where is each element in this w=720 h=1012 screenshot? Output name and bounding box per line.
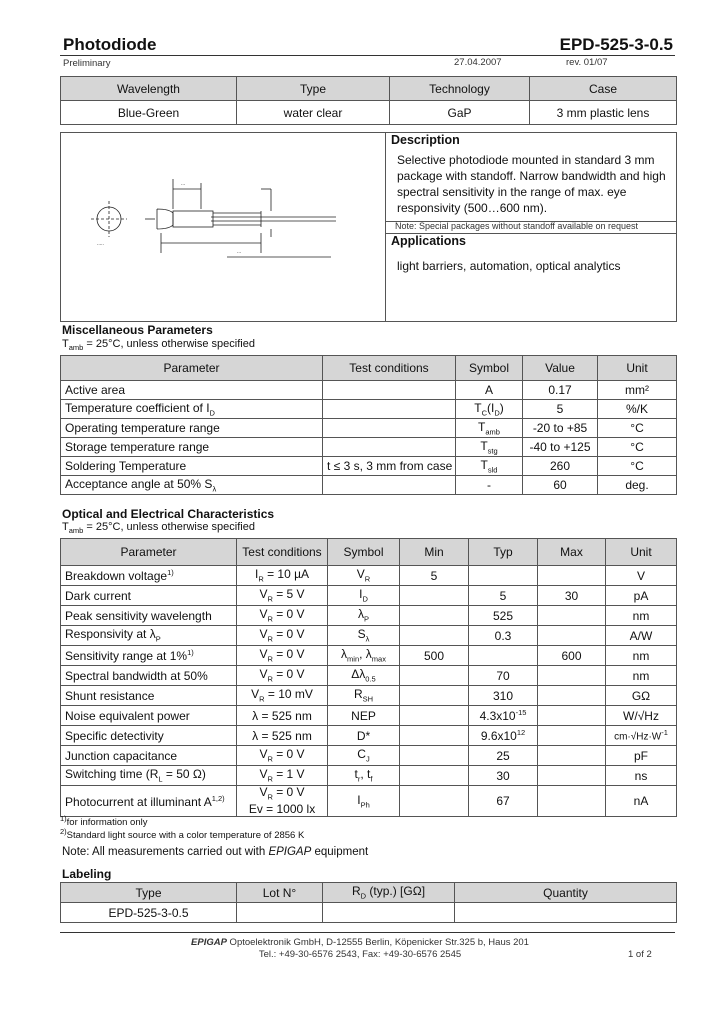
measurement-note: Note: All measurements carried out with EPIGAP equipment — [62, 846, 369, 858]
table-row: Peak sensitivity wavelength $V_R = 0$ V $\lambda_P$ 525 nm — [61, 606, 677, 626]
summary-header: Case — [530, 77, 677, 101]
table-row: EPD-525-3-0.5 — [61, 903, 677, 923]
labeling-header: Lot N° — [237, 883, 323, 903]
optical-condition: $T_{amb} = 25^\circ C$, unless otherwise specified — [62, 521, 255, 536]
optical-table — [60, 538, 677, 817]
table-row: Shunt resistance $V_R = 10$ mV $R_{SH}$ 310 GΩ — [61, 686, 677, 706]
table-row: Responsivity at $\lambda_P$ $V_R = 0$ V $S_\lambda$ 0.3 A/W — [61, 626, 677, 646]
package-drawing — [61, 133, 381, 321]
applications-text: light barriers, automation, optical analytics — [397, 259, 621, 273]
svg-text:.....: ..... — [97, 241, 104, 247]
table-row: Breakdown voltage$^{1)}$ $I_R = 10$ µA $V_R$ 5 V — [61, 566, 677, 586]
optical-header: Max — [538, 539, 606, 566]
summary-header: Technology — [390, 77, 530, 101]
svg-text:...: ... — [237, 249, 242, 255]
table-row: Temperature coefficient of $I_D$ $T_C(I_D)$ 5 %/K — [61, 400, 677, 419]
misc-condition: $T_{amb} = 25^\circ C$, unless otherwise specified — [62, 338, 255, 353]
page-title: Photodiode — [63, 35, 157, 54]
part-number: EPD-525-3-0.5 — [559, 35, 673, 54]
misc-header: Value — [523, 356, 598, 381]
summary-header: Wavelength — [61, 77, 237, 101]
summary-table — [60, 76, 677, 125]
labeling-header: $R_D$ (typ.) [GΩ] — [323, 883, 455, 903]
labeling-table — [60, 882, 677, 923]
table-row: Active area A 0.17 mm² — [61, 381, 677, 400]
optical-header: Test conditions — [237, 539, 328, 566]
page-number: 1 of 2 — [628, 949, 652, 960]
summary-value: Blue-Green — [61, 101, 237, 125]
footer-divider — [60, 932, 675, 933]
labeling-heading: Labeling — [62, 867, 112, 881]
table-row: Noise equivalent power λ = 525 nm NEP $4.3x10^{-15}$ W/√Hz — [61, 706, 677, 726]
misc-header: Test conditions — [323, 356, 456, 381]
description-text: Selective photodiode mounted in standard 3 mm package with standoff. Narrow bandwidth and high spectral sensitivity in the range of max. eye responsivity (500…600 nm). — [397, 153, 666, 215]
status-label: Preliminary — [63, 58, 111, 69]
optical-heading: Optical and Electrical Characteristics — [62, 507, 275, 521]
labeling-header: Type — [61, 883, 237, 903]
table-row: Soldering Temperature t ≤ 3 s, 3 mm from case $T_{sld}$ 260 °C — [61, 457, 677, 476]
description-note: Note: Special packages without standoff available on request — [395, 221, 638, 231]
table-row: Operating temperature range $T_{amb}$ -20 to +85 °C — [61, 419, 677, 438]
optical-header: Parameter — [61, 539, 237, 566]
misc-header: Unit — [598, 356, 677, 381]
description-box — [60, 132, 677, 322]
applications-heading: Applications — [391, 234, 467, 248]
optical-header: Min — [400, 539, 469, 566]
table-row: Storage temperature range $T_{stg}$ -40 to +125 °C — [61, 438, 677, 457]
optical-header: Symbol — [328, 539, 400, 566]
svg-text:...: ... — [181, 181, 186, 187]
misc-heading: Miscellaneous Parameters — [62, 323, 213, 337]
date-label: 27.04.2007 — [454, 57, 502, 68]
revision-label: rev. 01/07 — [566, 57, 608, 68]
footer-address: EPIGAP Optoelektronik GmbH, D-12555 Berlin, Köpenicker Str.325 b, Haus 201 — [191, 937, 529, 948]
summary-value: GaP — [390, 101, 530, 125]
footnote-1: $^{1)}$for information only — [60, 814, 148, 829]
table-row: Junction capacitance $V_R = 0$ V $C_J$ 25 pF — [61, 746, 677, 766]
optical-header: Typ — [469, 539, 538, 566]
table-row: Acceptance angle at 50% $S_\lambda$ - 60 deg. — [61, 476, 677, 495]
misc-header: Symbol — [456, 356, 523, 381]
optical-header: Unit — [606, 539, 677, 566]
header-divider — [60, 55, 675, 56]
footer-contact: Tel.: +49-30-6576 2543, Fax: +49-30-6576 2545 — [258, 949, 462, 960]
table-row: Spectral bandwidth at 50% $V_R = 0$ V $\Delta\lambda_{0.5}$ 70 nm — [61, 666, 677, 686]
labeling-header: Quantity — [455, 883, 677, 903]
misc-header: Parameter — [61, 356, 323, 381]
summary-header: Type — [237, 77, 390, 101]
misc-table — [60, 355, 677, 495]
description-heading: Description — [391, 133, 460, 147]
table-row: Photocurrent at illuminant A$^{1,2)}$ $V_R = 0$ V Ev = 1000 lx $I_{Ph}$ 67 nA — [61, 786, 677, 817]
table-row: Specific detectivity λ = 525 nm D* $9.6x10^{12}$ $cm\cdot√Hz\cdot W^{-1}$ — [61, 726, 677, 746]
summary-value: water clear — [237, 101, 390, 125]
table-row: Sensitivity range at 1%$^{1)}$ $V_R = 0$ V $\lambda_{min}$, $\lambda_{max}$ 500 600 nm — [61, 646, 677, 666]
summary-value: 3 mm plastic lens — [530, 101, 677, 125]
table-row: Switching time ($R_L = 50$ Ω) $V_R = 1$ V $t_r$, $t_f$ 30 ns — [61, 766, 677, 786]
table-row: Dark current $V_R = 5$ V $I_D$ 5 30 pA — [61, 586, 677, 606]
footnote-2: $^{2)}$Standard light source with a color temperature of 2856 K — [60, 827, 305, 842]
